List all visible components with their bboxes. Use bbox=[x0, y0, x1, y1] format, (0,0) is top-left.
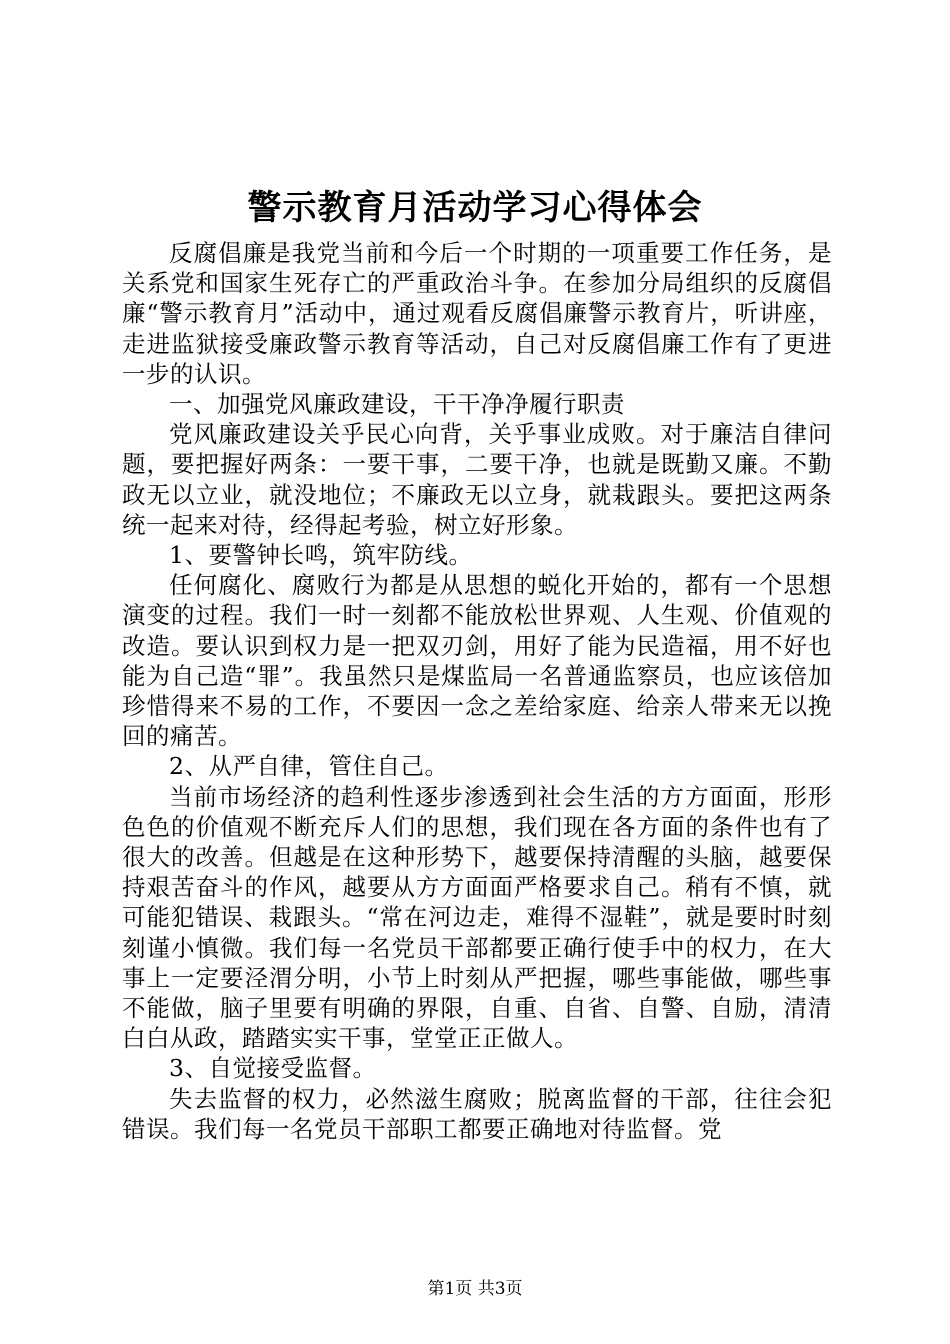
paragraph-intro: 反腐倡廉是我党当前和今后一个时期的一项重要工作任务，是关系党和国家生死存亡的严重政治斗争。在参加分局组织的反腐倡廉“警示教育月”活动中，通过观看反腐倡廉警示教育片，听讲座，走进监狱接受廉政警示教育等活动，自己对反腐倡廉工作有了更进一步的认识。 bbox=[122, 239, 832, 388]
document-body bbox=[122, 238, 832, 1144]
subheading-3: 3、自觉接受监督。 bbox=[169, 1054, 377, 1083]
subheading-1: 1、要警钟长鸣，筑牢防线。 bbox=[169, 541, 473, 570]
subheading-2: 2、从严自律，管住自己。 bbox=[169, 752, 449, 781]
paragraph-section-1: 党风廉政建设关乎民心向背，关乎事业成败。对于廉洁自律问题，要把握好两条：一要干事，二要干净，也就是既勤又廉。不勤政无以立业，就没地位；不廉政无以立身，就栽跟头。要把这两条统一起来对待，经得起考验，树立好形象。 bbox=[122, 420, 832, 539]
document-title: 警示教育月活动学习心得体会 bbox=[247, 188, 703, 228]
paragraph-subsection-3: 失去监督的权力，必然滋生腐败；脱离监督的干部，往往会犯错误。我们每一名党员干部职工都要正确地对待监督。党 bbox=[122, 1084, 832, 1143]
section-heading-1: 一、加强党风廉政建设，干干净净履行职责 bbox=[169, 390, 625, 419]
paragraph-subsection-1: 任何腐化、腐败行为都是从思想的蜕化开始的，都有一个思想演变的过程。我们一时一刻都不能放松世界观、人生观、价值观的改造。要认识到权力是一把双刃剑，用好了能为民造福，用不好也能为自己造“罪”。我虽然只是煤监局一名普通监察员，也应该倍加珍惜得来不易的工作，不要因一念之差给家庭、给亲人带来无以挽回的痛苦。 bbox=[122, 571, 832, 751]
page-number-footer: 第1页 共3页 bbox=[427, 1279, 523, 1299]
paragraph-subsection-2: 当前市场经济的趋利性逐步渗透到社会生活的方方面面，形形色色的价值观不断充斥人们的思想，我们现在各方面的条件也有了很大的改善。但越是在这种形势下，越要保持清醒的头脑，越要保持艰苦奋斗的作风，越要从方方面面严格要求自己。稍有不慎，就可能犯错误、栽跟头。“常在河边走，难得不湿鞋”，就是要时时刻刻谨小慎微。我们每一名党员干部都要正确行使手中的权力，在大事上一定要泾渭分明，小节上时刻从严把握，哪些事能做，哪些事不能做，脑子里要有明确的界限，自重、自省、自警、自励，清清白白从政，踏踏实实干事，堂堂正正做人。 bbox=[122, 782, 832, 1053]
